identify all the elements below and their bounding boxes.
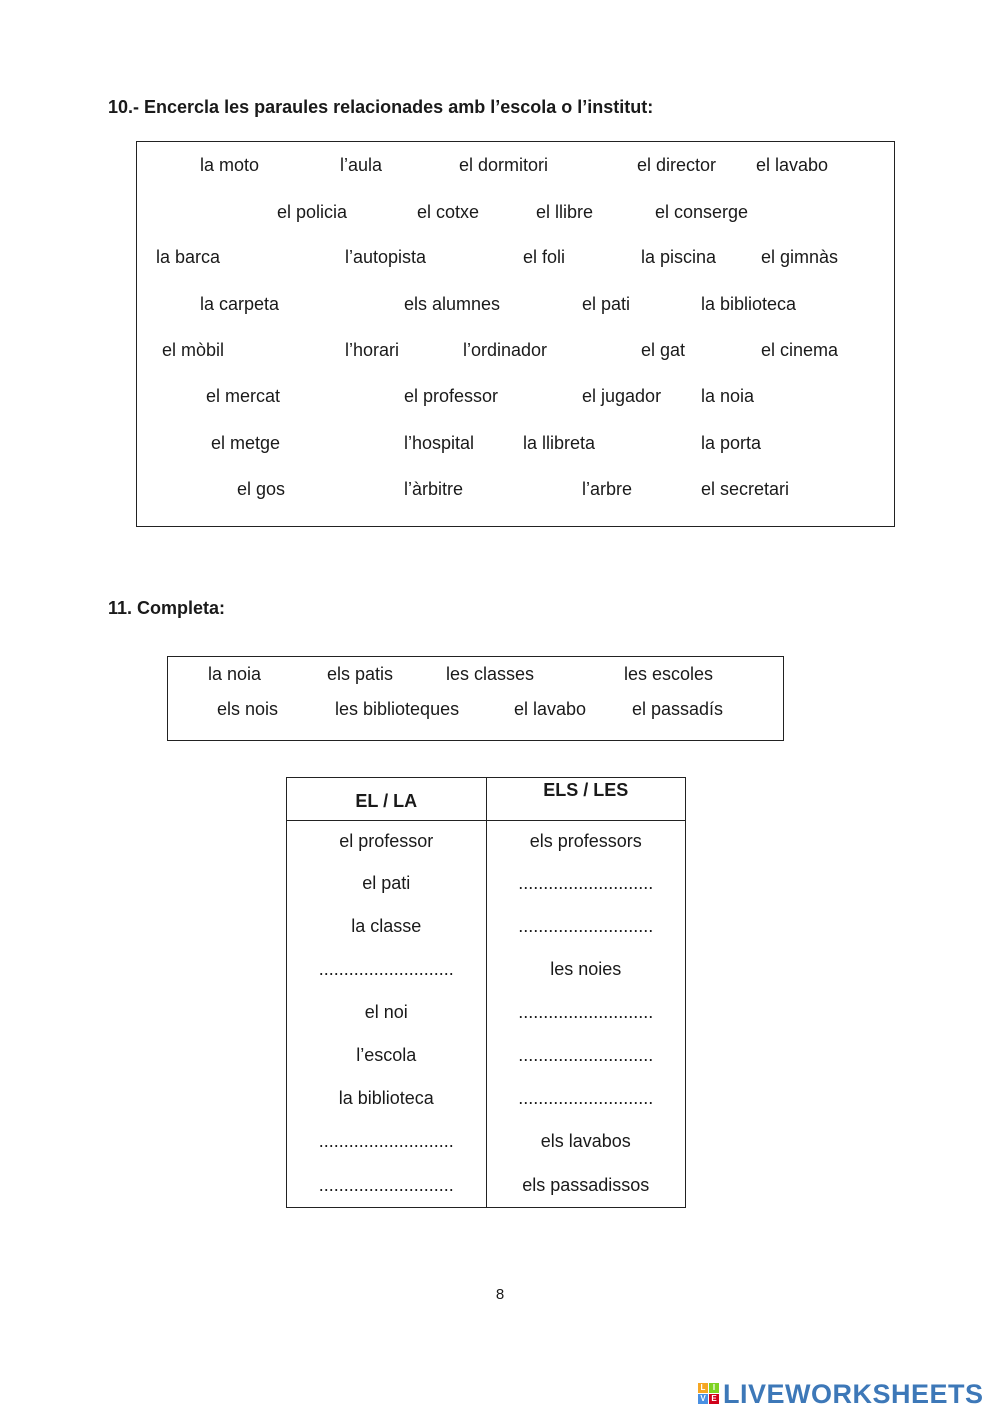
cell-plural: els professors (486, 821, 686, 863)
word-item[interactable]: la barca (156, 247, 221, 267)
word-item[interactable]: la biblioteca (701, 294, 797, 314)
cell-plural: els lavabos (486, 1120, 686, 1163)
word-search-box (136, 141, 895, 527)
table-row (287, 991, 686, 1034)
word-item[interactable]: el gat (641, 340, 686, 360)
exercise-10-title: 10.- Encercla les paraules relacionades amb l’escola o l’institut: (108, 97, 654, 117)
word-item[interactable]: el cinema (761, 340, 839, 360)
word-item[interactable]: el llibre (536, 202, 594, 222)
answer-blank[interactable]: ........................... (486, 1077, 686, 1120)
exercise-11-title: 11. Completa: (108, 598, 226, 618)
word-item[interactable]: la moto (200, 155, 260, 175)
word-item[interactable]: el dormitori (459, 155, 549, 175)
word-bank-item: la noia (208, 664, 262, 684)
word-item[interactable]: el jugador (582, 386, 662, 406)
cell-singular: el pati (287, 862, 487, 905)
word-item[interactable]: el metge (211, 433, 281, 453)
cell-singular: el professor (287, 821, 487, 863)
cell-plural: els passadissos (486, 1163, 686, 1208)
logo-letter: I (709, 1383, 719, 1393)
word-item[interactable]: el cotxe (417, 202, 480, 222)
word-item[interactable]: l’aula (340, 155, 383, 175)
word-item[interactable]: el policia (277, 202, 348, 222)
word-item[interactable]: la carpeta (200, 294, 280, 314)
table-header-row (287, 778, 686, 821)
word-bank-item: els nois (217, 699, 279, 719)
cell-singular: el noi (287, 991, 487, 1034)
word-item[interactable]: el pati (582, 294, 631, 314)
word-bank-item: les classes (446, 664, 535, 684)
liveworksheets-logo[interactable] (698, 1378, 984, 1410)
word-item[interactable]: la porta (701, 433, 762, 453)
word-item[interactable]: el conserge (655, 202, 749, 222)
cell-singular: l’escola (287, 1034, 487, 1077)
word-item[interactable]: el lavabo (756, 155, 829, 175)
table-row (287, 1120, 686, 1163)
word-item[interactable]: el professor (404, 386, 499, 406)
word-item[interactable]: la noia (701, 386, 755, 406)
answer-blank[interactable]: ........................... (287, 1163, 487, 1208)
word-item[interactable]: el director (637, 155, 717, 175)
liveworksheets-logo-icon (698, 1383, 720, 1405)
word-bank-item: les biblioteques (335, 699, 460, 719)
word-bank-item: el lavabo (514, 699, 587, 719)
table-row (287, 1077, 686, 1120)
word-item[interactable]: l’autopista (345, 247, 427, 267)
logo-letter: L (698, 1383, 708, 1393)
article-table (286, 777, 686, 1208)
table-row (287, 862, 686, 905)
table-row (287, 821, 686, 863)
table-row (287, 948, 686, 991)
cell-singular: la biblioteca (287, 1077, 487, 1120)
answer-blank[interactable]: ........................... (486, 862, 686, 905)
word-item[interactable]: l’ordinador (463, 340, 548, 360)
answer-blank[interactable]: ........................... (287, 1120, 487, 1163)
page-number: 8 (495, 1286, 505, 1303)
table-row (287, 1034, 686, 1077)
header-singular: EL / LA (287, 778, 487, 821)
word-item[interactable]: el mòbil (162, 340, 225, 360)
answer-blank[interactable]: ........................... (486, 1034, 686, 1077)
answer-blank[interactable]: ........................... (486, 905, 686, 948)
word-item[interactable]: els alumnes (404, 294, 501, 314)
word-item[interactable]: l’àrbitre (404, 479, 464, 499)
word-item[interactable]: la llibreta (523, 433, 596, 453)
word-bank-item: els patis (327, 664, 394, 684)
cell-singular: la classe (287, 905, 487, 948)
word-bank-item: les escoles (624, 664, 714, 684)
cell-plural: les noies (486, 948, 686, 991)
word-item[interactable]: la piscina (641, 247, 717, 267)
table-row (287, 905, 686, 948)
logo-letter: E (709, 1394, 719, 1404)
answer-blank[interactable]: ........................... (287, 948, 487, 991)
liveworksheets-logo-text: LIVEWORKSHEETS (723, 1379, 984, 1409)
word-item[interactable]: el gimnàs (761, 247, 839, 267)
word-item[interactable]: l’arbre (582, 479, 633, 499)
logo-letter: V (698, 1394, 708, 1404)
answer-blank[interactable]: ........................... (486, 991, 686, 1034)
word-item[interactable]: el secretari (701, 479, 790, 499)
header-plural: ELS / LES (486, 778, 686, 821)
word-item[interactable]: l’hospital (404, 433, 475, 453)
word-item[interactable]: el foli (523, 247, 566, 267)
word-item[interactable]: el mercat (206, 386, 281, 406)
table-row (287, 1163, 686, 1208)
word-item[interactable]: el gos (237, 479, 286, 499)
word-bank-item: el passadís (632, 699, 724, 719)
word-item[interactable]: l’horari (345, 340, 400, 360)
